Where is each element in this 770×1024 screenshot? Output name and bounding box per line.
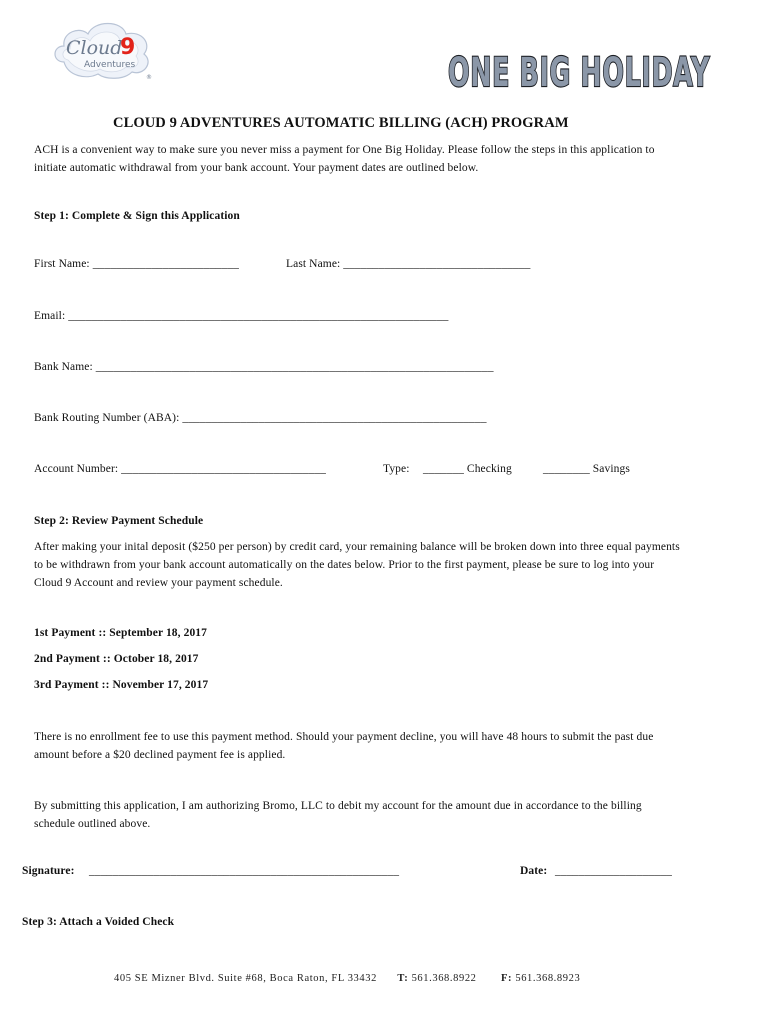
obh-logo-shadow: ONE BIG HOLIDAY [448,50,711,94]
fee-line-2: amount before a $20 declined payment fee is applied. [34,749,286,761]
date-label: Date: [520,865,548,877]
footer-phone-label: T: [397,973,409,984]
authorization-line-2: schedule outlined above. [34,818,151,830]
footer-fax-label: F: [501,973,513,984]
date-field[interactable]: ____________________ [555,865,672,877]
account-number-field[interactable]: Account Number: ___________________________________ [34,463,326,475]
footer-address: 405 SE Mizner Blvd. Suite #68, Boca Raton, FL 33432 [114,973,377,984]
step2-line-1: After making your inital deposit ($250 per person) by credit card, your remaining balance will be broken down into three equal payments [34,541,680,553]
page-title: CLOUD 9 ADVENTURES AUTOMATIC BILLING (ACH) PROGRAM [113,115,569,131]
cloud9-mark: ® [146,74,152,81]
account-type-label: Type: [383,463,410,475]
first-name-field[interactable]: First Name: _________________________ [34,258,239,270]
cloud9-sub: Adventures [84,60,136,70]
one-big-holiday-logo [446,46,712,94]
authorization-line-1: By submitting this application, I am authorizing Bromo, LLC to debit my account for the amount due in accordance to the billing [34,800,642,812]
fee-line-1: There is no enrollment fee to use this payment method. Should your payment decline, you will have 48 hours to submit the past due [34,731,654,743]
step2-line-2: to be withdrawn from your bank account automatically on the dates below. Prior to the first payment, please be sure to log into your [34,559,655,571]
footer-fax: 561.368.8923 [515,973,581,984]
payment-1: 1st Payment :: September 18, 2017 [34,627,208,639]
cloud9-number: 9 [120,35,136,60]
step1-heading: Step 1: Complete & Sign this Application [34,210,240,222]
savings-option[interactable]: ________ Savings [543,463,630,475]
intro-line-1: ACH is a convenient way to make sure you never miss a payment for One Big Holiday. Please follow the steps in this application to [34,144,655,156]
obh-logo-text: ONE BIG HOLIDAY [448,50,711,94]
footer [114,973,580,984]
step2-heading: Step 2: Review Payment Schedule [34,515,204,527]
payment-2: 2nd Payment :: October 18, 2017 [34,653,199,665]
step2-line-3: Cloud 9 Account and review your payment schedule. [34,577,283,589]
step3-heading: Step 3: Attach a Voided Check [22,916,175,928]
signature-label: Signature: [22,865,75,877]
payment-3: 3rd Payment :: November 17, 2017 [34,679,209,691]
intro-line-2: initiate automatic withdrawal from your bank account. Your payment dates are outlined below. [34,162,479,174]
email-field[interactable]: Email: _________________________________________________________________ [34,310,449,322]
routing-number-field[interactable]: Bank Routing Number (ABA): ____________________________________________________ [34,412,487,424]
cloud9-script: Cloud [66,37,123,59]
checking-option[interactable]: _______ Checking [423,463,512,475]
last-name-field[interactable]: Last Name: ________________________________ [286,258,531,270]
cloud9-logo [50,16,155,82]
bank-name-field[interactable]: Bank Name: ____________________________________________________________________ [34,361,494,373]
signature-field[interactable]: _____________________________________________________ [89,865,400,877]
footer-phone: 561.368.8922 [411,973,477,984]
